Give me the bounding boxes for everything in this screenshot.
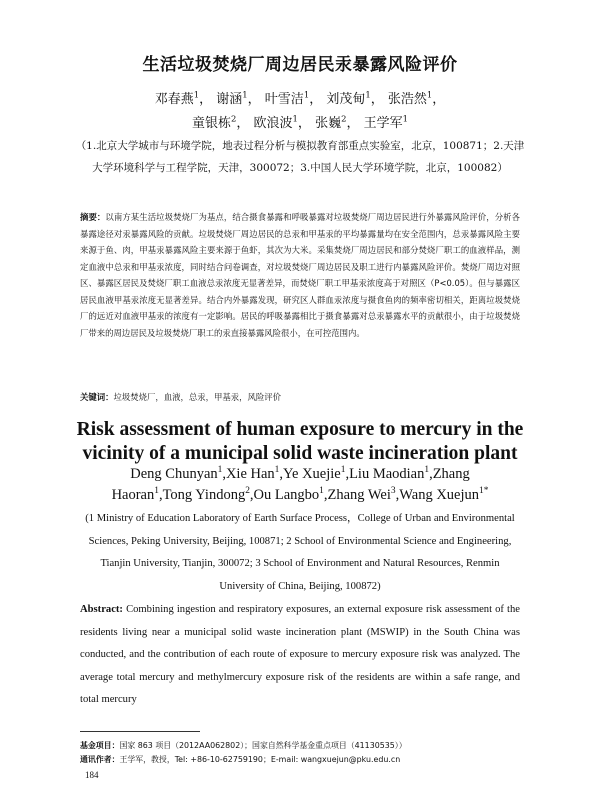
footnotes — [80, 739, 540, 767]
corresponding-label: 通讯作者： — [80, 755, 120, 764]
english-author: Xie Han$^1$ — [225, 465, 280, 482]
chinese-keywords-label: 关键词： — [80, 392, 114, 402]
english-author: Deng Chunyan$^1$ — [130, 465, 223, 482]
chinese-title: 生活垃圾焚烧厂周边居民汞暴露风险评价 — [142, 55, 458, 75]
english-abstract-label: Abstract: — [80, 604, 123, 615]
page-number: 184 — [85, 770, 99, 780]
english-author: Liu Maodian$^1$ — [349, 465, 430, 482]
chinese-author: 张浩然$^1$ — [387, 89, 433, 107]
chinese-abstract-text: 以南方某生活垃圾焚烧厂为基点，结合摄食暴露和呼吸暴露对垃圾焚烧厂周边居民进行外暴露风险评价，分析各暴露途径对汞暴露风险的贡献。垃圾焚烧厂周边居民的总汞和甲基汞的平均暴露量均在安全范围内，总汞暴露风险主要来源于鱼、肉，甲基汞暴露风险主要来源于鱼虾，其次为大米。采集焚烧厂周边居民和部分焚烧厂职工的血液样品，测定血液中总汞和甲基汞浓度，同时结合问卷调查，对垃圾焚烧厂周边居民及职工进行内暴露风险评价。焚烧厂周边对照区、暴露区居民及焚烧厂职工血液总汞浓度无显著差异，而焚烧厂职工甲基汞浓度高于对照区（P<0.05）。但与暴露区居民血液甲基汞浓度无显著差异。结合内外暴露发现，研究区人群血汞浓度与摄食鱼肉的频率密切相关，距离垃圾焚烧厂的远近对血液甲基汞的浓度有一定影响。居民的呼吸暴露相比于摄食暴露对总汞暴露水平的贡献很小，由于垃圾焚烧厂带来的周边居民及垃圾焚烧厂职工的汞直接暴露风险很小，在可控范围内。 — [80, 212, 520, 338]
chinese-author: 邓春燕$^1$ — [154, 89, 200, 107]
chinese-keywords-text: 垃圾焚烧厂，血液，总汞，甲基汞，风险评价 — [113, 392, 281, 402]
english-author: Zhang Haoran$^1$ — [111, 466, 470, 503]
chinese-author-list: 邓春燕$^1$， 谢涵$^1$， 叶雪洁$^1$， 刘茂甸$^1$， 张浩然$^1$， 童银栋$^2$， 欧浪波$^1$， 张巍$^2$， 王学军$^1$ — [154, 89, 446, 131]
english-author: Tong Yindong$^2$ — [162, 486, 250, 503]
chinese-abstract-label: 摘要： — [80, 212, 106, 222]
english-affiliations: (1 Ministry of Education Laboratory of Earth Surface Process，College of Urban and Environmental Sciences, Peking University, Beijing, 100871; 2 School of Environmental Science and Engineering, Tianjin University, Tianjin, 300072; 3 School of Environment and Natural Resources, Renmin University of China, Beijing, 100872) — [85, 513, 515, 592]
english-title: Risk assessment of human exposure to mercury in the vicinity of a municipal solid waste incineration plant — [76, 419, 524, 464]
chinese-abstract — [80, 209, 520, 341]
english-author: Wang Xuejun$^{1*}$ — [399, 486, 489, 503]
english-abstract — [80, 599, 520, 712]
chinese-author: 刘茂甸$^1$ — [326, 89, 371, 107]
english-abstract-text: Combining ingestion and respiratory exposures, an external exposure risk assessment of the residents living near a municipal solid waste incineration plant (MSWIP) in the South China was conducted, and the contribution of each route of exposure to mercury exposure risk was analyzed. The average total mercury and methylmercury exposure risk of the residents are within a safe range, and total mercury — [80, 604, 520, 705]
funding-label: 基金项目： — [80, 741, 120, 750]
english-author: Zhang Wei$^3$ — [327, 486, 396, 503]
english-author: Ye Xuejie$^1$ — [283, 465, 346, 482]
chinese-author: 谢涵$^1$ — [216, 89, 248, 107]
chinese-author: 张巍$^2$ — [315, 113, 347, 131]
chinese-author: 欧浪波$^1$ — [253, 113, 298, 131]
funding-note — [80, 739, 540, 753]
chinese-keywords — [80, 389, 520, 405]
funding-text: 国家 863 项目（2012AA062802）；国家自然科学基金重点项目（41130535）） — [119, 741, 407, 750]
chinese-author: 叶雪洁$^1$ — [264, 89, 310, 107]
chinese-author: 王学军$^1$ — [363, 113, 408, 131]
chinese-author: 童银栋$^2$ — [192, 113, 237, 131]
english-author-list: Deng Chunyan$^1$,Xie Han$^1$,Ye Xuejie$^1$,Liu Maodian$^1$,Zhang Haoran$^1$,Tong Yindong$^2$,Ou Langbo$^1$,Zhang Wei$^3$,Wang Xuejun$^{1*}$ — [111, 465, 489, 503]
corresponding-text: 王学军，教授，Tel: +86-10-62759190；E-mail: wangxuejun@pku.edu.cn — [119, 755, 401, 764]
chinese-affiliations: （1.北京大学城市与环境学院，地表过程分析与模拟教育部重点实验室，北京，100871；2.天津大学环境科学与工程学院，天津，300072；3.中国人民大学环境学院，北京，100082） — [75, 140, 525, 174]
corresponding-author-note — [80, 753, 540, 767]
english-author: Ou Langbo$^1$ — [253, 486, 324, 503]
footnote-divider — [80, 731, 200, 732]
